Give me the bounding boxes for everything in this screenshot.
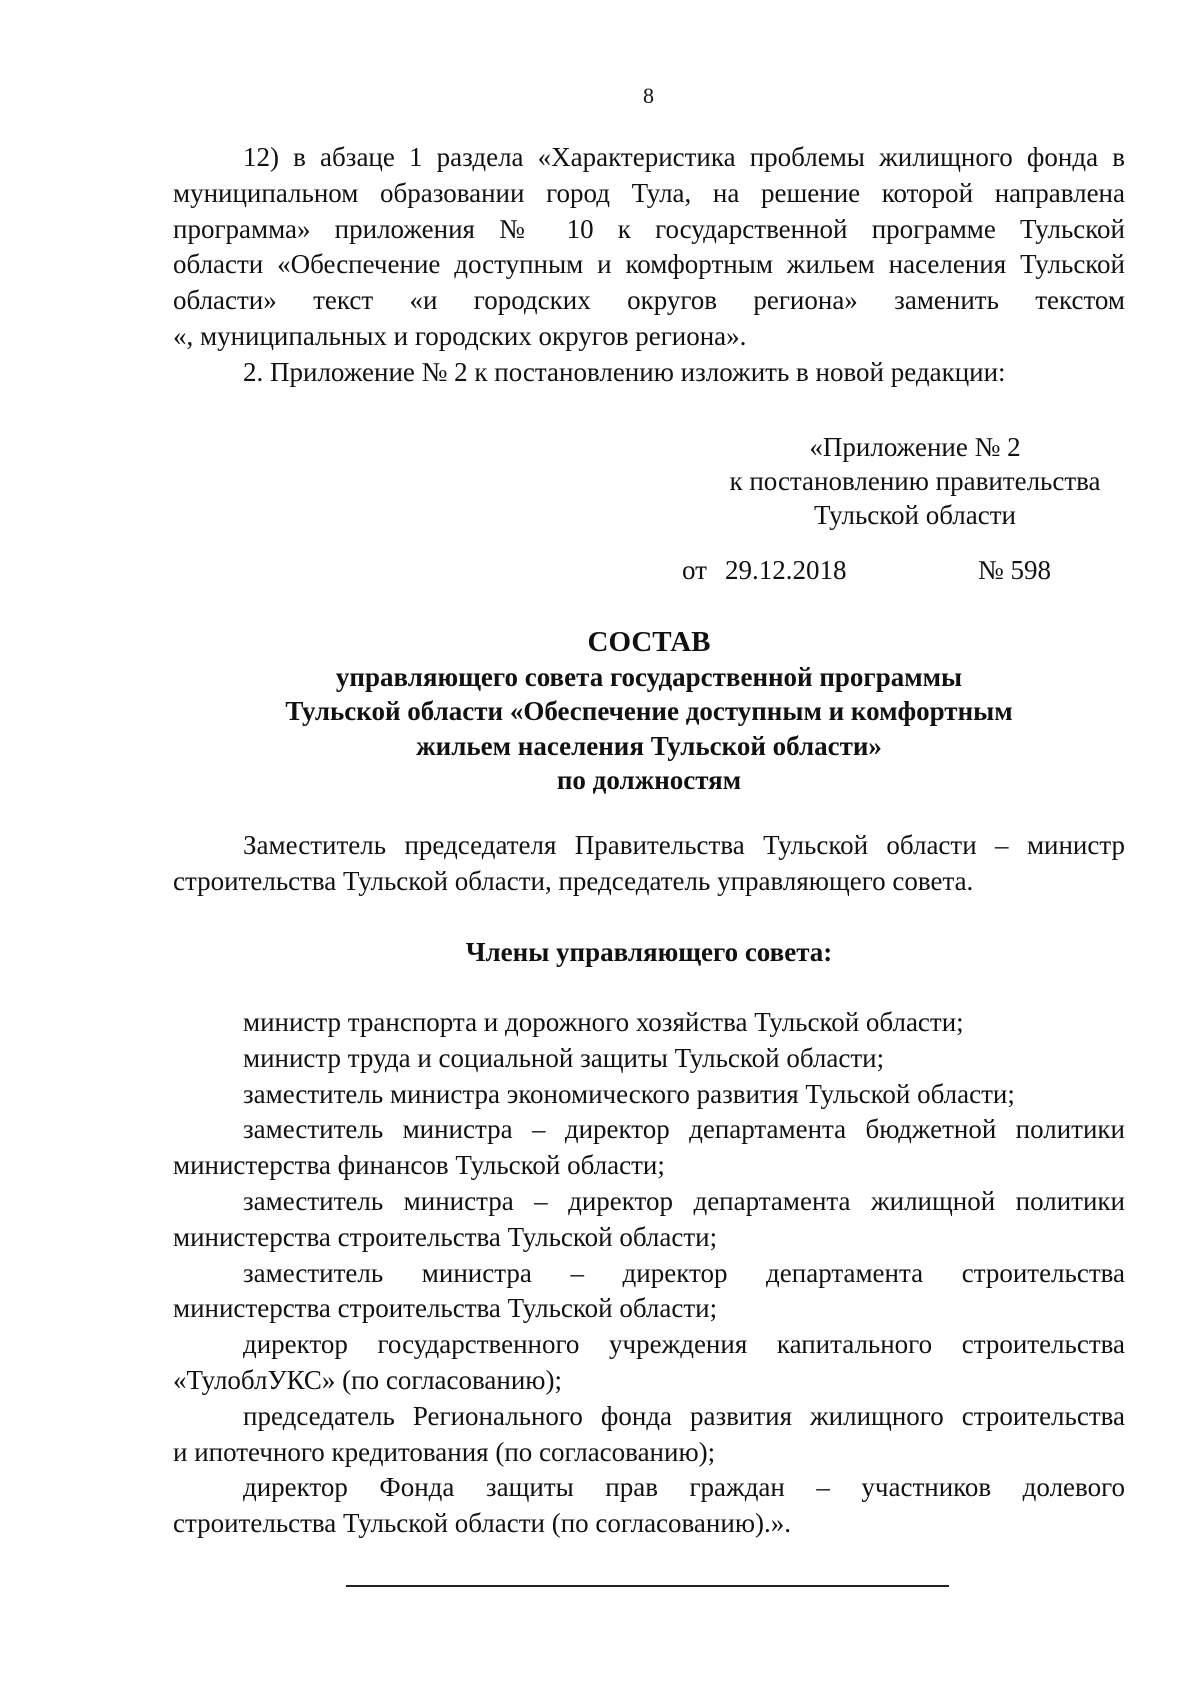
list-item: министр транспорта и дорожного хозяйства Тульской области; xyxy=(243,1007,964,1037)
title-line: жильем населения Тульской области» xyxy=(416,730,882,761)
chairman-paragraph xyxy=(173,828,1125,900)
page-number: 8 xyxy=(643,83,654,108)
text-line: строительства Тульской области, председатель управляющего совета. xyxy=(173,865,974,896)
list-item: министр труда и социальной защиты Тульской области; xyxy=(243,1042,885,1073)
appendix-line: «Приложение № 2 xyxy=(809,432,1021,462)
text-line: программа» приложения № 10 к государственной программе Тульской xyxy=(173,213,1125,244)
list-item: заместитель министра экономического развития Тульской области; xyxy=(243,1078,1015,1109)
list-item-continuation: министерства строительства Тульской области; xyxy=(173,1221,718,1252)
appendix-line: Тульской области xyxy=(814,500,1016,530)
list-item: заместитель министра – директор департамента бюджетной политики xyxy=(243,1114,1125,1145)
list-item: директор государственного учреждения капитального строительства xyxy=(243,1329,1125,1360)
appendix-header xyxy=(700,430,1130,532)
text-line: Заместитель председателя Правительства Тульской области – министр xyxy=(243,830,1125,860)
list-item-continuation: министерства строительства Тульской области; xyxy=(173,1293,718,1324)
title-line: Тульской области «Обеспечение доступным и комфортным xyxy=(285,696,1013,726)
title-main: СОСТАВ xyxy=(587,626,711,658)
list-item: председатель Регионального фонда развития жилищного строительства xyxy=(243,1400,1125,1431)
members-list xyxy=(173,1005,1125,1542)
list-item: директор Фонда защиты прав граждан – участников долевого xyxy=(243,1472,1125,1503)
appendix-date-prefix: от xyxy=(682,555,707,585)
list-item: заместитель министра – директор департамента строительства xyxy=(243,1257,1125,1288)
document-title xyxy=(173,625,1125,798)
list-item-continuation: «ТулоблУКС» (по согласованию); xyxy=(173,1364,562,1395)
list-item-continuation: и ипотечного кредитования (по согласованию); xyxy=(173,1436,716,1467)
appendix-line: к постановлению правительства xyxy=(729,466,1101,496)
text-line: 12) в абзаце 1 раздела «Характеристика проблемы жилищного фонда в xyxy=(243,142,1125,172)
amendment-item-12 xyxy=(173,140,1125,391)
text-line: «, муниципальных и городских округов региона». xyxy=(173,320,747,351)
appendix-date: 29.12.2018 xyxy=(725,555,847,585)
appendix-number: № 598 xyxy=(978,555,1052,585)
list-item-continuation: министерства финансов Тульской области; xyxy=(173,1150,665,1181)
end-divider xyxy=(346,1585,949,1587)
list-item-continuation: строительства Тульской области (по согласованию).». xyxy=(173,1508,791,1539)
amendment-item-2: 2. Приложение № 2 к постановлению изложить в новой редакции: xyxy=(243,356,1006,387)
members-heading: Члены управляющего совета: xyxy=(465,937,833,967)
text-line: муниципальном образовании город Тула, на решение которой направлена xyxy=(173,177,1125,208)
title-line: по должностям xyxy=(556,765,742,795)
text-line: области» текст «и городских округов региона» заменить текстом xyxy=(173,285,1125,316)
list-item: заместитель министра – директор департамента жилищной политики xyxy=(243,1185,1125,1216)
title-line: управляющего совета государственной программы xyxy=(335,661,963,692)
text-line: области «Обеспечение доступным и комфортным жильем населения Тульской xyxy=(173,249,1125,280)
